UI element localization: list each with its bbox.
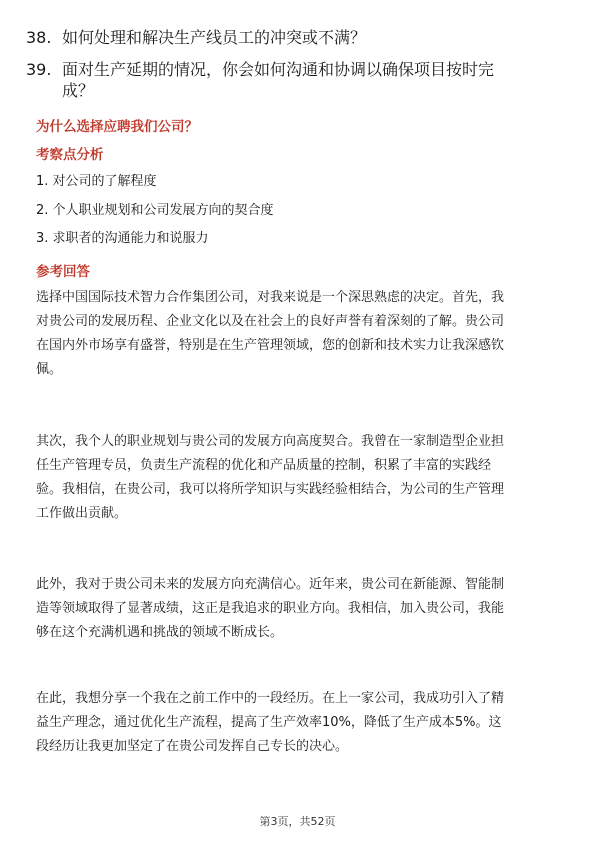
question-text: 如何处理和解决生产线员工的冲突或不满？ <box>62 28 367 47</box>
paragraph-line: 在国内外市场享有盛誉，特别是在生产管理领域，您的创新和技术实力让我深感钦 <box>36 338 505 353</box>
analysis-item: 1. 对公司的了解程度 <box>36 174 157 189</box>
question-38 <box>26 26 366 50</box>
question-text: 面对生产延期的情况，你会如何沟通和协调以确保项目按时完 <box>62 60 495 79</box>
answer-paragraph-2 <box>36 430 558 526</box>
question-number: 39. <box>26 60 52 79</box>
paragraph-line: 验。我相信，在贵公司，我可以将所学知识与实践经验相结合，为公司的生产管理 <box>36 482 505 497</box>
section-title: 为什么选择应聘我们公司？ <box>36 119 198 135</box>
paragraph-line: 够在这个充满机遇和挑战的领域不断成长。 <box>36 625 284 640</box>
paragraph-line: 益生产理念，通过优化生产流程，提高了生产效率10%，降低了生产成本5%。这 <box>36 715 502 730</box>
paragraph-line: 任生产管理专员，负责生产流程的优化和产品质量的控制，积累了丰富的实践经 <box>36 458 492 473</box>
paragraph-line: 在此，我想分享一个我在之前工作中的一段经历。在上一家公司，我成功引入了精 <box>36 691 505 706</box>
question-39 <box>26 58 494 82</box>
paragraph-line: 对贵公司的发展历程、企业文化以及在社会上的良好声誉有着深刻的了解。贵公司 <box>36 314 505 329</box>
paragraph-line: 工作做出贡献。 <box>36 506 128 521</box>
analysis-item: 3. 求职者的沟通能力和说服力 <box>36 231 209 246</box>
answer-paragraph-4 <box>36 687 558 759</box>
paragraph-line: 段经历让我更加坚定了在贵公司发挥自己专长的决心。 <box>36 739 349 754</box>
question-39-continuation: 成？ <box>62 81 95 100</box>
analysis-item: 2. 个人职业规划和公司发展方向的契合度 <box>36 203 274 218</box>
answer-paragraph-3 <box>36 573 558 645</box>
answer-paragraph-1 <box>36 286 558 382</box>
analysis-heading: 考察点分析 <box>36 147 104 163</box>
paragraph-line: 佩。 <box>36 362 63 377</box>
answer-heading: 参考回答 <box>36 264 90 280</box>
paragraph-line: 此外，我对于贵公司未来的发展方向充满信心。近年来，贵公司在新能源、智能制 <box>36 577 505 592</box>
page-number: 第3页，共52页 <box>259 815 336 828</box>
paragraph-line: 造等领域取得了显著成绩，这正是我追求的职业方向。我相信，加入贵公司，我能 <box>36 601 505 616</box>
paragraph-line: 选择中国国际技术智力合作集团公司，对我来说是一个深思熟虑的决定。首先，我 <box>36 290 505 305</box>
question-number: 38. <box>26 28 52 47</box>
paragraph-line: 其次，我个人的职业规划与贵公司的发展方向高度契合。我曾在一家制造型企业担 <box>36 434 505 449</box>
